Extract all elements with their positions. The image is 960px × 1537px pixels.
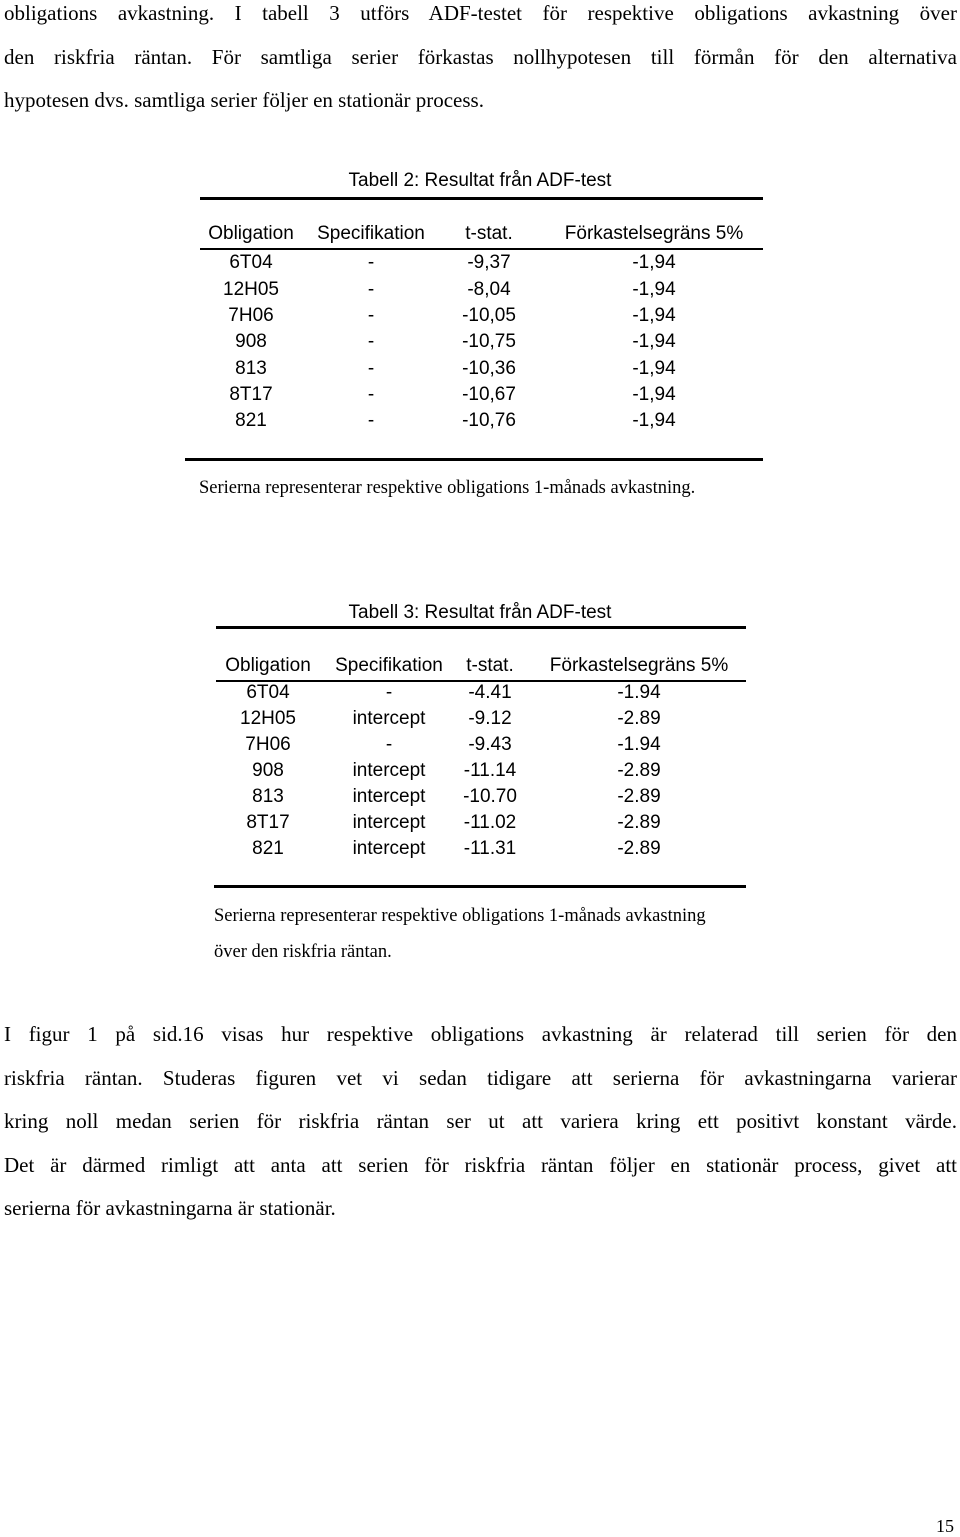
cell-forkastelsegrans: -1,94 xyxy=(632,279,676,300)
cell-obligation: 8T17 xyxy=(229,384,273,405)
header-forkastelsegrans: Förkastelsegräns 5% xyxy=(549,655,729,676)
cell-obligation: 821 xyxy=(252,838,284,859)
table-bottom-rule xyxy=(214,885,746,888)
cell-specifikation: intercept xyxy=(352,838,426,859)
cell-forkastelsegrans: -2.89 xyxy=(617,838,661,859)
page-number: 15 xyxy=(936,1516,954,1536)
cell-tstat: -9.12 xyxy=(468,708,512,729)
intro-paragraph xyxy=(4,0,957,123)
table-header-row xyxy=(197,223,763,249)
cell-obligation: 813 xyxy=(252,786,284,807)
header-forkastelsegrans: Förkastelsegräns 5% xyxy=(564,223,744,244)
table-header-row xyxy=(214,655,746,681)
cell-forkastelsegrans: -1,94 xyxy=(632,305,676,326)
cell-forkastelsegrans: -1,94 xyxy=(632,252,676,273)
cell-obligation: 6T04 xyxy=(229,252,273,273)
table-caption: Tabell 2: Resultat från ADF-test xyxy=(348,170,612,191)
cell-specifikation: intercept xyxy=(352,708,426,729)
cell-forkastelsegrans: -2.89 xyxy=(617,812,661,833)
cell-obligation: 908 xyxy=(252,760,284,781)
cell-obligation: 12H05 xyxy=(223,279,279,300)
header-specifikation: Specifikation xyxy=(317,223,425,244)
text-line: riskfria räntan. Studeras figuren vet vi sedan tidigare att serierna för avkastningarna varierar xyxy=(4,1065,957,1090)
cell-forkastelsegrans: -2.89 xyxy=(617,760,661,781)
cell-forkastelsegrans: -1.94 xyxy=(617,682,661,703)
cell-forkastelsegrans: -1,94 xyxy=(632,410,676,431)
text-line: obligations avkastning. I tabell 3 utförs ADF-testet för respektive obligations avkastning över xyxy=(4,1,957,25)
header-obligation: Obligation xyxy=(208,223,294,244)
header-tstat: t-stat. xyxy=(465,223,513,244)
cell-obligation: 7H06 xyxy=(245,734,291,755)
cell-specifikation: - xyxy=(385,682,393,703)
table-header-rule xyxy=(200,248,763,250)
cell-forkastelsegrans: -2.89 xyxy=(617,786,661,807)
table-3 xyxy=(214,600,746,970)
cell-forkastelsegrans: -2.89 xyxy=(617,708,661,729)
cell-tstat: -10,05 xyxy=(462,305,516,326)
cell-obligation: 821 xyxy=(235,410,267,431)
cell-specifikation: - xyxy=(385,734,393,755)
text-line: den riskfria räntan. För samtliga serier förkastas nollhypotesen till förmån för den alternativa xyxy=(4,44,957,69)
cell-forkastelsegrans: -1.94 xyxy=(617,734,661,755)
text-line: Det är därmed rimligt att anta att serien för riskfria räntan följer en stationär process, givet att xyxy=(4,1152,957,1177)
body-paragraph xyxy=(4,1013,957,1231)
cell-specifikation: - xyxy=(367,305,375,326)
table-2 xyxy=(197,168,763,508)
cell-tstat: -8,04 xyxy=(467,279,511,300)
cell-specifikation: - xyxy=(367,279,375,300)
cell-obligation: 908 xyxy=(235,331,267,352)
cell-obligation: 7H06 xyxy=(228,305,274,326)
cell-forkastelsegrans: -1,94 xyxy=(632,358,676,379)
cell-forkastelsegrans: -1,94 xyxy=(632,331,676,352)
table-top-rule xyxy=(200,197,763,200)
cell-specifikation: intercept xyxy=(352,812,426,833)
cell-obligation: 6T04 xyxy=(246,682,290,703)
table-note: över den riskfria räntan. xyxy=(214,942,392,962)
text-line: serierna för avkastningarna är stationär. xyxy=(4,1196,336,1220)
text-line: kring noll medan serien för riskfria räntan ser ut att variera kring ett positivt konstant värde. xyxy=(4,1109,957,1133)
cell-obligation: 12H05 xyxy=(240,708,296,729)
cell-specifikation: - xyxy=(367,384,375,405)
cell-tstat: -10,36 xyxy=(462,358,516,379)
text-line: hypotesen dvs. samtliga serier följer en stationär process. xyxy=(4,88,484,112)
cell-tstat: -10,76 xyxy=(462,410,516,431)
header-obligation: Obligation xyxy=(225,655,311,676)
cell-tstat: -11.14 xyxy=(463,760,517,781)
cell-forkastelsegrans: -1,94 xyxy=(632,384,676,405)
cell-specifikation: - xyxy=(367,358,375,379)
table-top-rule xyxy=(216,626,746,629)
cell-specifikation: intercept xyxy=(352,760,426,781)
cell-obligation: 8T17 xyxy=(246,812,290,833)
cell-tstat: -9,37 xyxy=(467,252,511,273)
cell-specifikation: intercept xyxy=(352,786,426,807)
cell-obligation: 813 xyxy=(235,358,267,379)
cell-tstat: -11.02 xyxy=(463,812,517,833)
table-caption: Tabell 3: Resultat från ADF-test xyxy=(348,602,612,623)
cell-tstat: -9.43 xyxy=(468,734,512,755)
table-bottom-rule xyxy=(185,458,763,461)
text-line: I figur 1 på sid.16 visas hur respektive obligations avkastning är relaterad till serien för den xyxy=(4,1022,957,1046)
cell-specifikation: - xyxy=(367,252,375,273)
cell-specifikation: - xyxy=(367,331,375,352)
cell-tstat: -10,75 xyxy=(462,331,516,352)
cell-tstat: -10.70 xyxy=(463,786,517,807)
cell-tstat: -10,67 xyxy=(462,384,516,405)
cell-tstat: -11.31 xyxy=(463,838,517,859)
table-note: Serierna representerar respektive obligations 1-månads avkastning xyxy=(214,906,706,926)
cell-tstat: -4.41 xyxy=(468,682,512,703)
header-tstat: t-stat. xyxy=(466,655,514,676)
header-specifikation: Specifikation xyxy=(335,655,443,676)
table-note: Serierna representerar respektive obligations 1-månads avkastning. xyxy=(199,478,696,498)
cell-specifikation: - xyxy=(367,410,375,431)
